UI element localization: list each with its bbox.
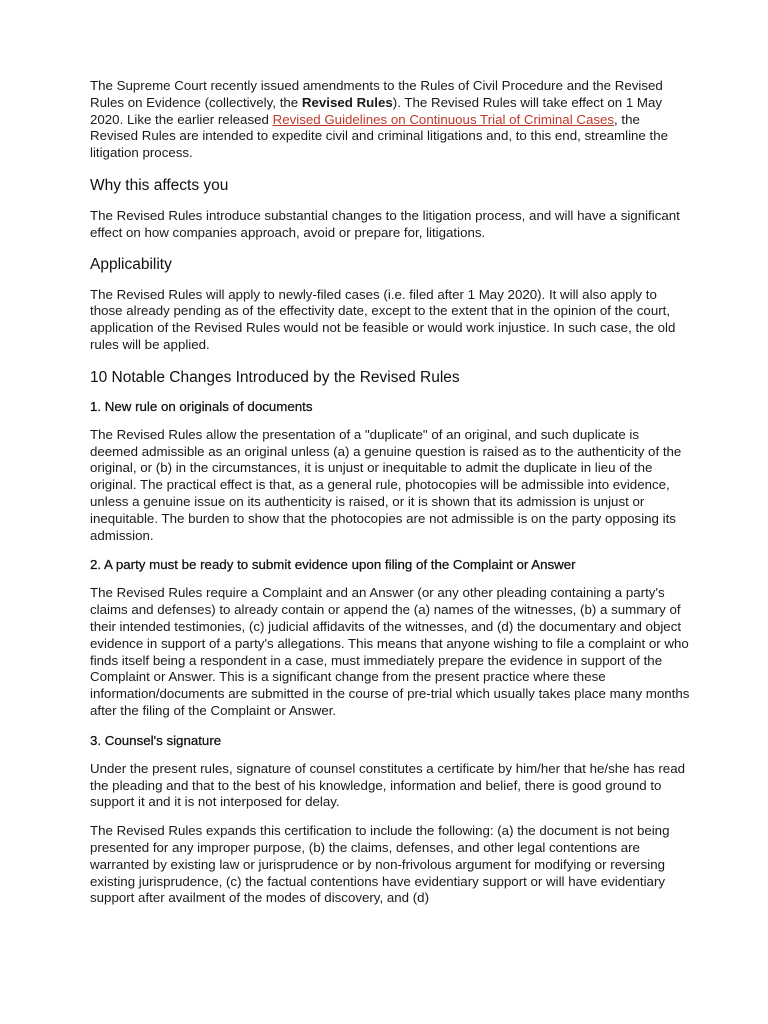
applicability-paragraph: The Revised Rules will apply to newly-filed cases (i.e. filed after 1 May 2020). It will also apply to those already pending as of the effectivity date, except to the extent that in the opinion of the court, application of the Revised Rules would not be feasible or would work injustice. In such case, the old rules will be applied. <box>90 286 676 352</box>
intro-paragraph <box>90 78 690 162</box>
document-body <box>90 78 690 920</box>
change-1-paragraph: The Revised Rules allow the presentation of a "duplicate" of an original, and such duplicate is deemed admissible as an original unless (a) a genuine question is raised as to the authenticity of the original, or (b) in the circumstances, it is unjust or inequitable to admit the duplicate in lieu of the original. The practical effect is that, as a general rule, photocopies will be admissible into evidence, unless a genuine issue on its authenticity is raised, or it is shown that its admission is unjust or inequitable. The burden to show that the photocopies are not admissible is on the party opposing its admission. <box>90 426 682 543</box>
change-3-title: 3. Counsel's signature <box>90 732 222 748</box>
change-1-title: 1. New rule on originals of documents <box>90 398 313 414</box>
change-3-paragraph-1: Under the present rules, signature of counsel constitutes a certificate by him/her that he/she has read the pleading and that to the best of his knowledge, information and belief, there is good ground to support it and it is not interposed for delay. <box>90 760 685 810</box>
intro-text-2: ). The Revised Rules will take effect on 1 May 2020. Like the earlier released <box>90 94 663 127</box>
change-3-paragraph-2: The Revised Rules expands this certification to include the following: (a) the document is not being presented for any improper purpose, (b) the claims, defenses, and other legal contentions are warranted by existing law or jurisprudence or by non-frivolous argument for modifying or reversing existing jurisprudence, (c) the factual contentions have evidentiary support or will have evidentiary support after availment of the modes of discovery, and (d) <box>90 823 670 906</box>
intro-text-3: , the Revised Rules are intended to expedite civil and criminal litigations and, to this end, streamline the litigation process. <box>90 111 668 161</box>
applicability-heading: Applicability <box>90 255 172 273</box>
changes-heading: 10 Notable Changes Introduced by the Revised Rules <box>90 368 460 386</box>
guidelines-link[interactable]: Revised Guidelines on Continuous Trial of Criminal Cases <box>272 111 615 127</box>
why-paragraph: The Revised Rules introduce substantial changes to the litigation process, and will have a significant effect on how companies approach, avoid or prepare for, litigations. <box>90 207 680 240</box>
why-heading: Why this affects you <box>90 176 229 194</box>
intro-bold-term: Revised Rules <box>301 94 393 110</box>
intro-text-1: The Supreme Court recently issued amendments to the Rules of Civil Procedure and the Revised Rules on Evidence (collectively, the <box>90 78 663 110</box>
change-2-paragraph: The Revised Rules require a Complaint and an Answer (or any other pleading containing a party's claims and defenses) to already contain or append the (a) names of the witnesses, (b) a summary of their intended testimonies, (c) judicial affidavits of the witnesses, and (d) the documentary and object evidence in support of a party's allegations. This means that anyone wishing to file a complaint or who finds itself being a respondent in a case, must immediately prepare the evidence in support of the Complaint or Answer. This is a significant change from the present practice where these information/documents are submitted in the course of pre-trial which usually takes place many months after the filing of the Complaint or Answer. <box>90 585 690 718</box>
change-2-title: 2. A party must be ready to submit evidence upon filing of the Complaint or Answer <box>90 557 576 573</box>
